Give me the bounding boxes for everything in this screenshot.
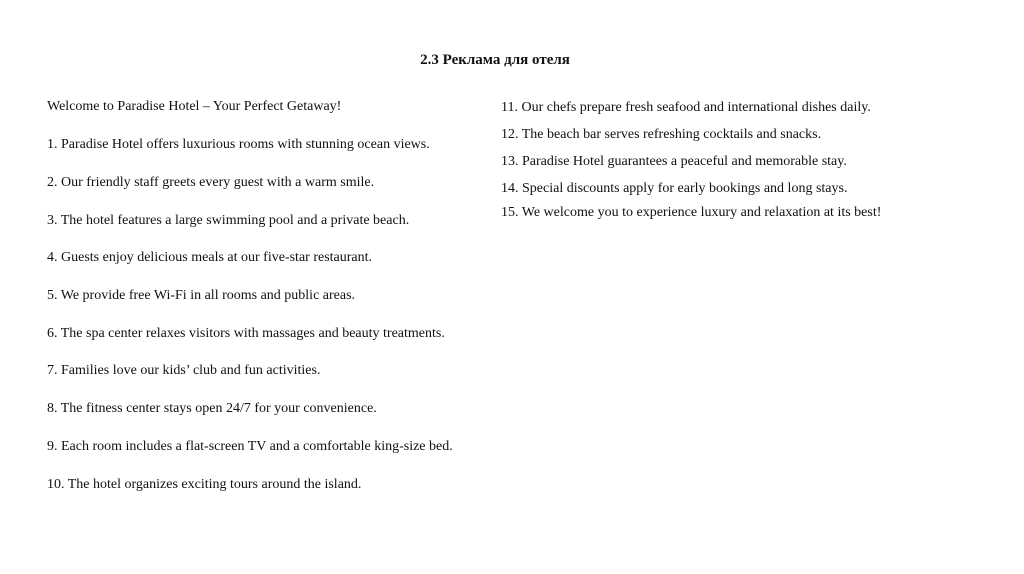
list-item: 15. We welcome you to experience luxury and relaxation at its best! [501,205,882,220]
list-item: 13. Paradise Hotel guarantees a peaceful and memorable stay. [501,154,847,169]
list-item: 2. Our friendly staff greets every guest with a warm smile. [47,175,375,190]
list-item: 3. The hotel features a large swimming pool and a private beach. [47,213,410,228]
intro-line: Welcome to Paradise Hotel – Your Perfect Getaway! [47,99,342,114]
list-item: 5. We provide free Wi-Fi in all rooms and public areas. [47,288,356,303]
list-item: 7. Families love our kids’ club and fun activities. [47,363,321,378]
list-item: 11. Our chefs prepare fresh seafood and international dishes daily. [501,100,871,115]
list-item: 4. Guests enjoy delicious meals at our five-star restaurant. [47,250,373,265]
list-item: 14. Special discounts apply for early bookings and long stays. [501,181,848,196]
slide-title: 2.3 Реклама для отеля [420,52,570,68]
list-item: 8. The fitness center stays open 24/7 for your convenience. [47,401,377,416]
list-item: 6. The spa center relaxes visitors with massages and beauty treatments. [47,326,445,341]
list-item: 10. The hotel organizes exciting tours around the island. [47,477,362,492]
list-item: 1. Paradise Hotel offers luxurious rooms with stunning ocean views. [47,137,430,152]
list-item: 9. Each room includes a flat-screen TV and a comfortable king-size bed. [47,439,453,454]
list-item: 12. The beach bar serves refreshing cocktails and snacks. [501,127,822,142]
